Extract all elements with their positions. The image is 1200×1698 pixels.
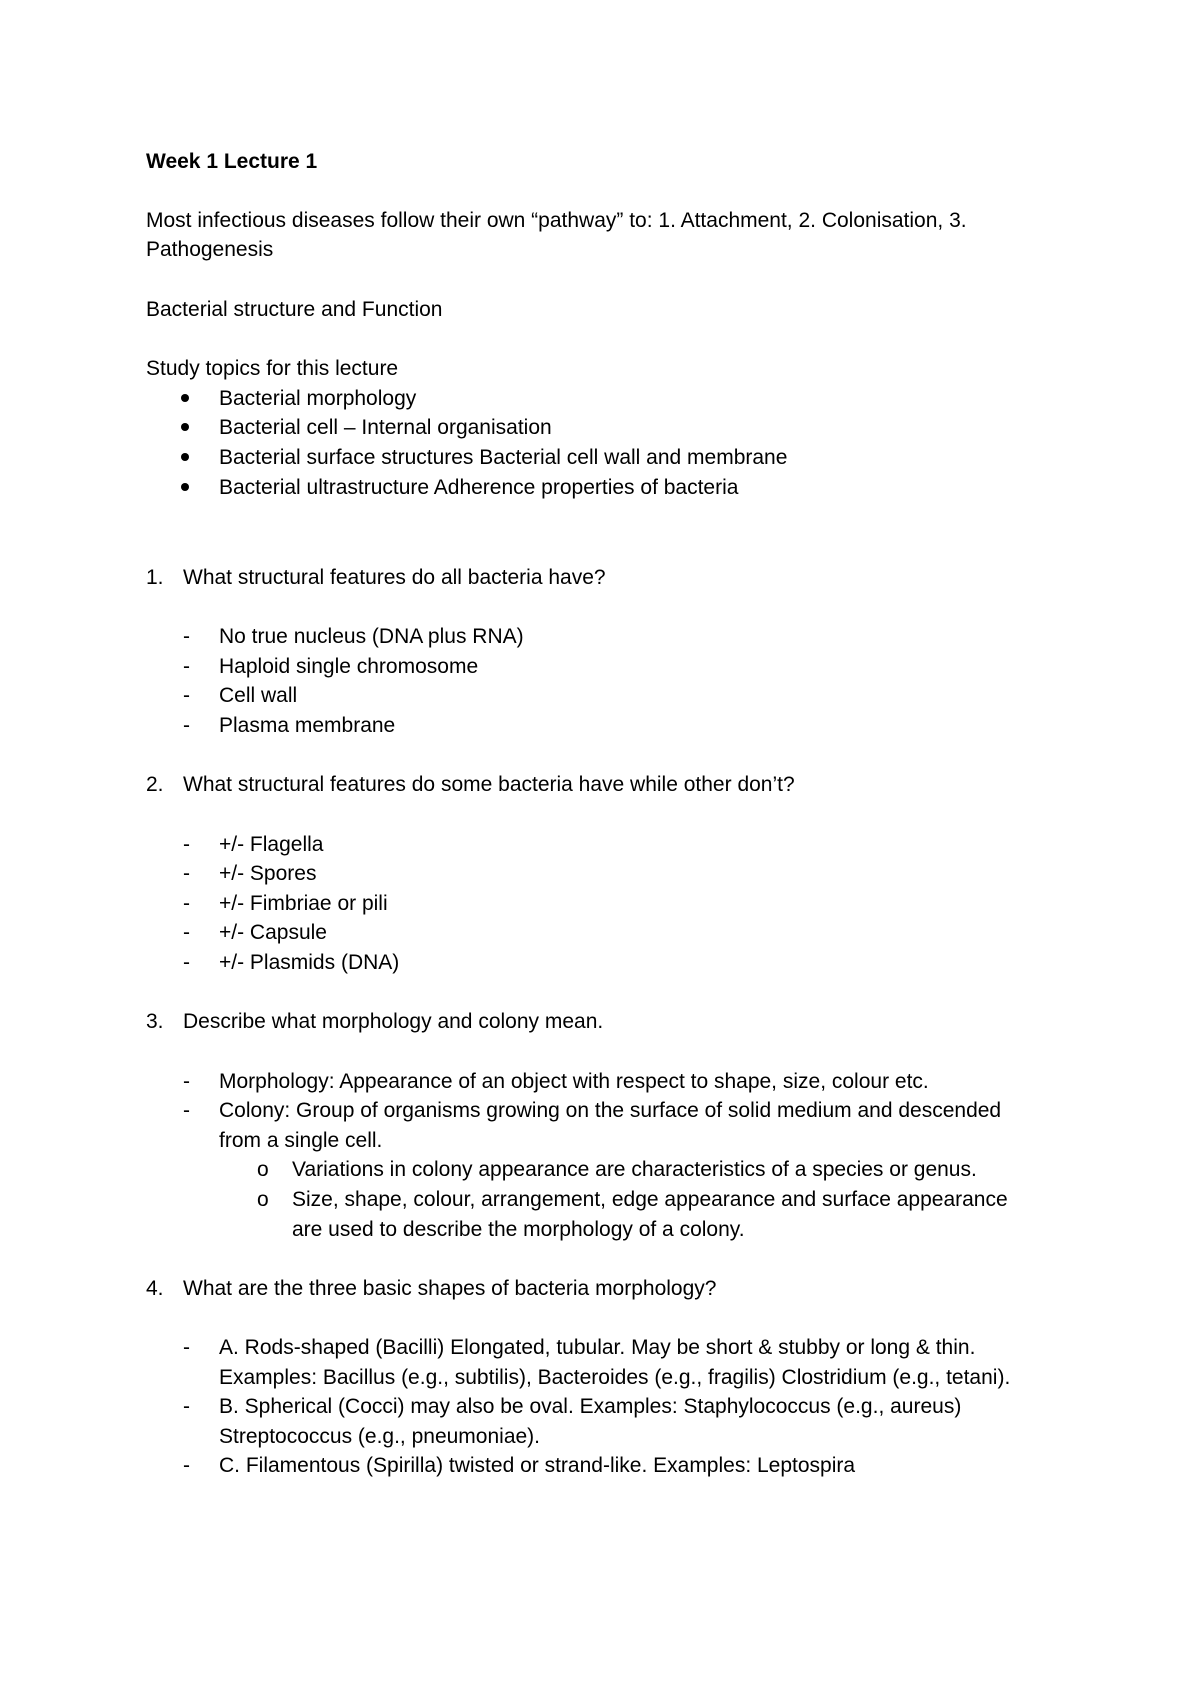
bullet-icon	[181, 384, 201, 413]
question-text: Describe what morphology and colony mean.	[183, 1010, 604, 1033]
answer-item: Colony: Group of organisms growing on the surface of solid medium and descended	[219, 1099, 1002, 1122]
answer-item-continued: Streptococcus (e.g., pneumoniae).	[219, 1425, 541, 1448]
dash-marker: -	[183, 951, 190, 974]
dash-marker: -	[183, 892, 190, 915]
list-item: Bacterial ultrastructure Adherence properties of bacteria	[219, 476, 739, 499]
question-number: 2.	[146, 773, 164, 796]
answer-item: +/- Fimbriae or pili	[219, 892, 388, 915]
sub-bullet-marker: o	[257, 1188, 269, 1211]
dash-marker: -	[183, 625, 190, 648]
page-title: Week 1 Lecture 1	[146, 150, 318, 173]
dash-marker: -	[183, 655, 190, 678]
answer-item: Plasma membrane	[219, 714, 396, 737]
dash-marker: -	[183, 921, 190, 944]
intro-line-2: Pathogenesis	[146, 238, 274, 261]
study-topics-heading: Study topics for this lecture	[146, 357, 399, 380]
answer-item: Morphology: Appearance of an object with respect to shape, size, colour etc.	[219, 1070, 929, 1093]
answer-item: Haploid single chromosome	[219, 655, 479, 678]
dash-marker: -	[183, 714, 190, 737]
answer-item: +/- Plasmids (DNA)	[219, 951, 400, 974]
intro-line-1: Most infectious diseases follow their own “pathway” to: 1. Attachment, 2. Colonisation, 3.	[146, 209, 967, 232]
answer-item: A. Rods-shaped (Bacilli) Elongated, tubular. May be short & stubby or long & thin.	[219, 1336, 976, 1359]
answer-item: +/- Flagella	[219, 833, 324, 856]
list-item: Bacterial cell – Internal organisation	[219, 416, 552, 439]
dash-marker: -	[183, 1454, 190, 1477]
answer-item: No true nucleus (DNA plus RNA)	[219, 625, 524, 648]
bullet-icon	[181, 443, 201, 472]
answer-item-continued: from a single cell.	[219, 1129, 383, 1152]
answer-item-continued: Examples: Bacillus (e.g., subtilis), Bacteroides (e.g., fragilis) Clostridium (e.g., tetani).	[219, 1366, 1011, 1389]
question-number: 1.	[146, 566, 164, 589]
section-heading: Bacterial structure and Function	[146, 298, 443, 321]
sub-bullet-marker: o	[257, 1158, 269, 1181]
question-number: 4.	[146, 1277, 164, 1300]
answer-item: B. Spherical (Cocci) may also be oval. Examples: Staphylococcus (e.g., aureus)	[219, 1395, 962, 1418]
dash-marker: -	[183, 1070, 190, 1093]
bullet-icon	[181, 473, 201, 502]
question-text: What structural features do all bacteria have?	[183, 566, 606, 589]
answer-item: Cell wall	[219, 684, 298, 707]
dash-marker: -	[183, 1395, 190, 1418]
question-text: What are the three basic shapes of bacteria morphology?	[183, 1277, 717, 1300]
bullet-icon	[181, 413, 201, 442]
question-number: 3.	[146, 1010, 164, 1033]
dash-marker: -	[183, 862, 190, 885]
answer-item: +/- Spores	[219, 862, 317, 885]
sub-answer-item-continued: are used to describe the morphology of a colony.	[292, 1218, 745, 1241]
sub-answer-item: Size, shape, colour, arrangement, edge appearance and surface appearance	[292, 1188, 1008, 1211]
list-item: Bacterial morphology	[219, 387, 417, 410]
question-text: What structural features do some bacteria have while other don’t?	[183, 773, 795, 796]
sub-answer-item: Variations in colony appearance are characteristics of a species or genus.	[292, 1158, 977, 1181]
list-item: Bacterial surface structures Bacterial cell wall and membrane	[219, 446, 788, 469]
dash-marker: -	[183, 684, 190, 707]
dash-marker: -	[183, 1099, 190, 1122]
dash-marker: -	[183, 833, 190, 856]
answer-item: C. Filamentous (Spirilla) twisted or strand-like. Examples: Leptospira	[219, 1454, 856, 1477]
dash-marker: -	[183, 1336, 190, 1359]
answer-item: +/- Capsule	[219, 921, 327, 944]
